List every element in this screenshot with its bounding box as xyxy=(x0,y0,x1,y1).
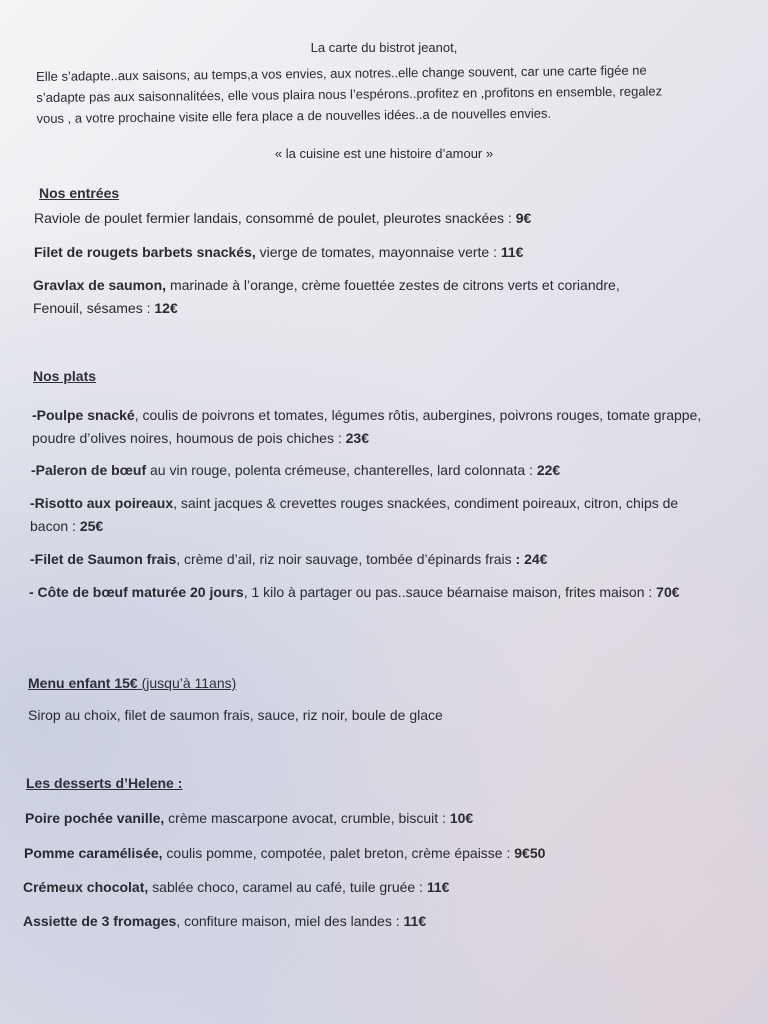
item-name: -Poulpe snacké xyxy=(32,407,135,423)
item-price: 11€ xyxy=(500,244,524,260)
entree-item-3 xyxy=(33,274,673,320)
plat-item-3 xyxy=(30,492,710,538)
dessert-item-3 xyxy=(23,876,703,899)
item-desc: vierge de tomates, mayonnaise verte : xyxy=(255,244,501,260)
item-name: -Paleron de bœuf xyxy=(31,462,147,478)
item-desc: crème mascarpone avocat, crumble, biscuit : xyxy=(164,810,450,826)
item-price: 25€ xyxy=(79,518,104,534)
enfant-title: Menu enfant 15€ xyxy=(28,675,138,691)
item-price: 11€ xyxy=(403,913,427,929)
item-price: 70€ xyxy=(656,584,680,600)
item-name: Crémeux chocolat, xyxy=(23,879,149,895)
item-name: Assiette de 3 fromages xyxy=(23,913,177,929)
item-desc: sablée choco, caramel au café, tuile gruée : xyxy=(148,879,427,895)
item-name: Gravlax de saumon, xyxy=(33,277,167,293)
item-name: - Côte de bœuf maturée 20 jours xyxy=(29,584,244,600)
plat-item-4 xyxy=(30,548,710,571)
item-desc: au vin rouge, polenta crémeuse, chanterelles, lard colonnata : xyxy=(146,462,537,478)
item-price: 23€ xyxy=(345,430,369,446)
item-desc: , 1 kilo à partager ou pas..sauce béarnaise maison, frites maison : xyxy=(243,584,657,600)
quote: « la cuisine est une histoire d’amour » xyxy=(274,146,494,161)
plat-item-1 xyxy=(32,404,712,450)
intro-paragraph: Elle s’adapte..aux saisons, au temps,a vos envies, aux notres..elle change souvent, car une carte figée ne s’adapte pas aux saisonnalitées, elle vous plaira nous l’espérons..profitez en ,profitons en ensemble, regalez vous , a votre prochaine visite elle fera place a de nouvelles idées..a de nouvelles envies. xyxy=(36,62,663,126)
dessert-item-2 xyxy=(24,842,704,865)
item-price: 9€ xyxy=(515,210,532,226)
plat-item-5 xyxy=(29,581,709,604)
item-desc: , saint jacques & crevettes rouges snackées, condiment poireaux, citron, chips de bacon : xyxy=(30,495,679,534)
section-title-entrees: Nos entrées xyxy=(39,185,120,201)
item-desc: fermier landais, consommé de poulet, pleurotes snackées : xyxy=(142,210,516,226)
item-name: -Risotto aux poireaux xyxy=(30,495,174,511)
item-desc: , confiture maison, miel des landes : xyxy=(176,913,404,929)
entree-item-1 xyxy=(34,207,714,230)
item-price: 11€ xyxy=(426,879,450,895)
item-name: Pomme caramélisée, xyxy=(24,845,163,861)
item-price: 12€ xyxy=(154,300,178,316)
item-desc: , coulis de poivrons et tomates, légumes rôtis, aubergines, poivrons rouges, tomate grappe, poudre d’olives noires, houmous de pois chiches : xyxy=(32,407,702,446)
item-desc: marinade à l’orange, crème fouettée zestes de citrons verts et coriandre, Fenouil, sésames : xyxy=(33,277,620,316)
item-price: 9€50 xyxy=(514,845,546,861)
item-name: Poire pochée vanille, xyxy=(25,810,165,826)
item-name: -Filet de Saumon frais xyxy=(30,551,177,567)
entree-item-2 xyxy=(34,241,714,264)
plat-item-2 xyxy=(31,459,711,482)
enfant-desc: Sirop au choix, filet de saumon frais, sauce, riz noir, boule de glace xyxy=(28,707,443,723)
menu-title: La carte du bistrot jeanot, xyxy=(310,40,458,55)
section-title-enfant xyxy=(28,675,236,691)
item-name: Raviole de poulet xyxy=(34,210,143,226)
dessert-item-4 xyxy=(23,910,703,933)
enfant-age-note: (jusqu’à 11ans) xyxy=(137,675,237,691)
item-price: : 24€ xyxy=(515,551,548,567)
item-price: 22€ xyxy=(536,462,561,478)
item-name: Filet de rougets barbets snackés, xyxy=(34,244,256,260)
section-title-plats: Nos plats xyxy=(33,368,97,384)
item-desc: coulis pomme, compotée, palet breton, crème épaisse : xyxy=(162,845,515,861)
dessert-item-1 xyxy=(25,807,705,830)
section-title-desserts: Les desserts d’Helene : xyxy=(26,775,183,791)
item-desc: , crème d’ail, riz noir sauvage, tombée d’épinards frais xyxy=(176,551,516,567)
item-price: 10€ xyxy=(449,810,474,826)
